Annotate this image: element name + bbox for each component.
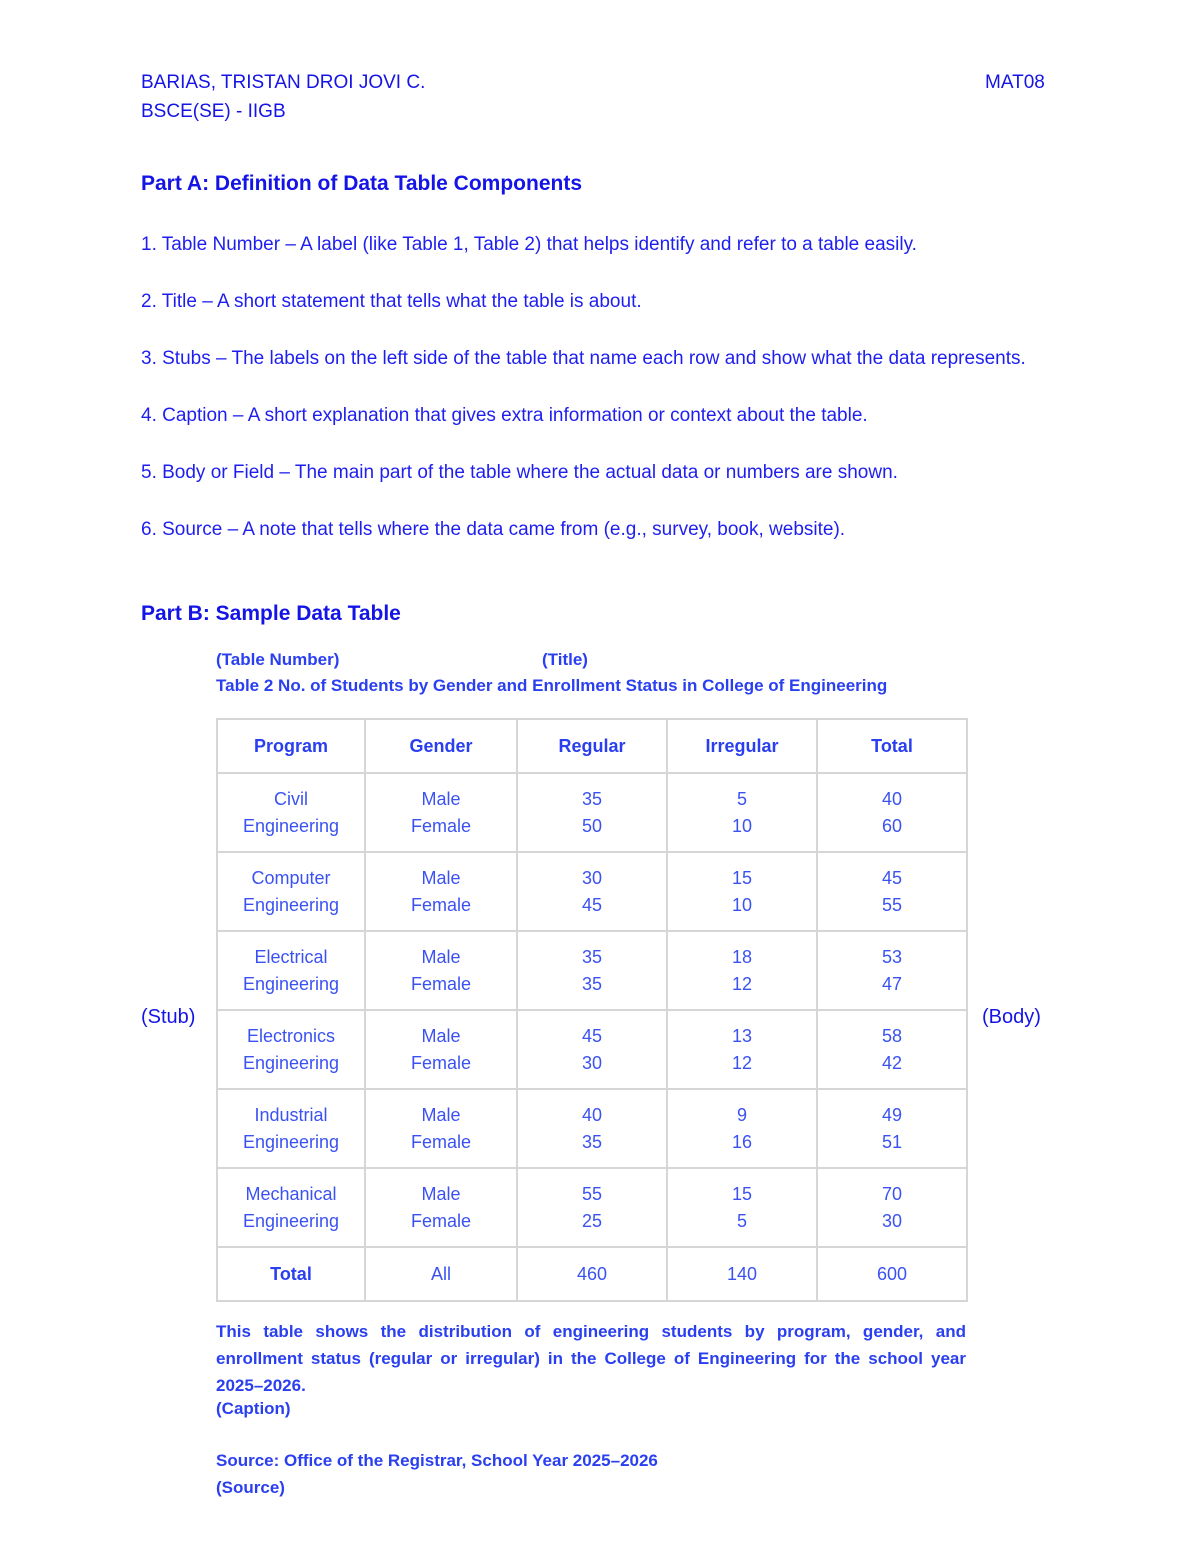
cell-irregular	[667, 1168, 817, 1247]
total-cell-regular: 460	[517, 1247, 667, 1301]
cell-line: Engineering	[242, 1052, 340, 1073]
cell-total	[817, 1089, 967, 1168]
definition-item: 4. Caption – A short explanation that gives extra information or context about the table.	[141, 405, 868, 426]
cell-line: 35	[581, 788, 603, 809]
cell-line: Female	[410, 1131, 472, 1152]
header-irregular: Irregular	[667, 719, 817, 773]
cell-line: 55	[581, 1183, 603, 1204]
cell-regular	[517, 773, 667, 852]
total-cell-gender: All	[365, 1247, 517, 1301]
cell-total	[817, 1010, 967, 1089]
cell-line: Male	[421, 1183, 461, 1204]
cell-regular	[517, 852, 667, 931]
cell-line: Engineering	[242, 815, 340, 836]
cell-gender	[365, 1010, 517, 1089]
cell-line: 10	[731, 815, 753, 836]
table-caption: This table shows the distribution of engineering students by program, gender, and enrollment status (regular or irregular) in the College of Engineering for the school year 2025–2026.	[216, 1322, 966, 1395]
cell-gender	[365, 1168, 517, 1247]
source-label: (Source)	[216, 1478, 285, 1497]
cell-line: 42	[881, 1052, 903, 1073]
cell-program	[217, 773, 365, 852]
body-label: (Body)	[982, 1006, 1041, 1028]
cell-line: 45	[881, 867, 903, 888]
cell-line: 5	[736, 788, 747, 809]
cell-line: Male	[421, 946, 461, 967]
cell-line: Mechanical	[245, 1183, 337, 1204]
cell-line: 30	[581, 1052, 603, 1073]
cell-total	[817, 1168, 967, 1247]
table-annotation-labels	[216, 650, 956, 670]
cell-line: 58	[881, 1025, 903, 1046]
part-a-title: Part A: Definition of Data Table Components	[141, 172, 583, 195]
cell-line: Electrical	[254, 946, 328, 967]
cell-line: 30	[881, 1210, 903, 1231]
cell-line: Male	[421, 788, 461, 809]
cell-line: Industrial	[254, 1104, 328, 1125]
cell-line: 15	[731, 867, 753, 888]
cell-total	[817, 852, 967, 931]
cell-program	[217, 852, 365, 931]
table-row	[217, 1168, 967, 1247]
table-row	[217, 931, 967, 1010]
cell-line: Male	[421, 867, 461, 888]
definition-item: 3. Stubs – The labels on the left side of the table that name each row and show what the data represents.	[141, 348, 1026, 369]
cell-gender	[365, 852, 517, 931]
table-row	[217, 773, 967, 852]
header-program: Program	[217, 719, 365, 773]
cell-line: 16	[731, 1131, 753, 1152]
cell-line: 53	[881, 946, 903, 967]
cell-line: Female	[410, 815, 472, 836]
total-cell-program: Total	[217, 1247, 365, 1301]
cell-line: 47	[881, 973, 903, 994]
cell-line: 45	[581, 894, 603, 915]
header-regular: Regular	[517, 719, 667, 773]
definition-item: 1. Table Number – A label (like Table 1, Table 2) that helps identify and refer to a table easily.	[141, 234, 917, 255]
cell-line: 49	[881, 1104, 903, 1125]
cell-gender	[365, 931, 517, 1010]
part-b-title: Part B: Sample Data Table	[141, 602, 401, 625]
table-number-label: (Table Number)	[216, 650, 340, 669]
cell-line: Engineering	[242, 1131, 340, 1152]
cell-irregular	[667, 931, 817, 1010]
cell-line: Male	[421, 1104, 461, 1125]
header-gender: Gender	[365, 719, 517, 773]
table-row	[217, 1010, 967, 1089]
cell-line: 45	[581, 1025, 603, 1046]
course-code: MAT08	[985, 72, 1045, 93]
cell-line: Female	[410, 1210, 472, 1231]
stub-label: (Stub)	[141, 1006, 196, 1028]
table-header-row	[217, 719, 967, 773]
cell-line: Civil	[274, 788, 308, 809]
title-label: (Title)	[542, 650, 588, 669]
cell-line: Computer	[251, 867, 331, 888]
data-table	[216, 718, 968, 1302]
cell-line: 70	[881, 1183, 903, 1204]
cell-line: 13	[731, 1025, 753, 1046]
table-total-row	[217, 1247, 967, 1301]
cell-line: 25	[581, 1210, 603, 1231]
definition-item: 6. Source – A note that tells where the data came from (e.g., survey, book, website).	[141, 519, 846, 540]
cell-line: Female	[410, 1052, 472, 1073]
cell-program	[217, 1089, 365, 1168]
cell-line: 35	[581, 973, 603, 994]
cell-program	[217, 1010, 365, 1089]
cell-line: 30	[581, 867, 603, 888]
cell-gender	[365, 1089, 517, 1168]
cell-line: 40	[581, 1104, 603, 1125]
cell-program	[217, 1168, 365, 1247]
definition-item: 2. Title – A short statement that tells what the table is about.	[141, 291, 642, 312]
caption-label: (Caption)	[216, 1399, 291, 1418]
table-source: Source: Office of the Registrar, School Year 2025–2026	[216, 1451, 658, 1470]
table-row	[217, 852, 967, 931]
cell-total	[817, 931, 967, 1010]
definition-item: 5. Body or Field – The main part of the table where the actual data or numbers are shown.	[141, 462, 898, 483]
cell-line: 35	[581, 946, 603, 967]
total-cell-irregular: 140	[667, 1247, 817, 1301]
cell-line: 40	[881, 788, 903, 809]
cell-line: Female	[410, 894, 472, 915]
cell-irregular	[667, 1089, 817, 1168]
cell-line: Female	[410, 973, 472, 994]
cell-line: 12	[731, 973, 753, 994]
cell-line: 50	[581, 815, 603, 836]
definition-list	[141, 230, 1051, 572]
program-section: BSCE(SE) - IIGB	[141, 101, 286, 122]
cell-line: 15	[731, 1183, 753, 1204]
cell-regular	[517, 1089, 667, 1168]
cell-line: Electronics	[246, 1025, 336, 1046]
cell-line: 60	[881, 815, 903, 836]
header-total: Total	[817, 719, 967, 773]
cell-gender	[365, 773, 517, 852]
cell-line: 18	[731, 946, 753, 967]
cell-irregular	[667, 852, 817, 931]
student-name: BARIAS, TRISTAN DROI JOVI C.	[141, 72, 426, 93]
total-cell-total: 600	[817, 1247, 967, 1301]
cell-line: Engineering	[242, 894, 340, 915]
cell-regular	[517, 931, 667, 1010]
cell-line: 35	[581, 1131, 603, 1152]
cell-irregular	[667, 1010, 817, 1089]
cell-irregular	[667, 773, 817, 852]
cell-line: Engineering	[242, 973, 340, 994]
table-title: Table 2 No. of Students by Gender and Enrollment Status in College of Engineering	[216, 676, 888, 695]
cell-line: 55	[881, 894, 903, 915]
cell-program	[217, 931, 365, 1010]
cell-line: 51	[881, 1131, 903, 1152]
cell-total	[817, 773, 967, 852]
table-row	[217, 1089, 967, 1168]
cell-line: 10	[731, 894, 753, 915]
cell-line: 12	[731, 1052, 753, 1073]
cell-line: Male	[421, 1025, 461, 1046]
cell-line: 9	[736, 1104, 747, 1125]
cell-regular	[517, 1168, 667, 1247]
cell-regular	[517, 1010, 667, 1089]
cell-line: 5	[736, 1210, 747, 1231]
cell-line: Engineering	[242, 1210, 340, 1231]
